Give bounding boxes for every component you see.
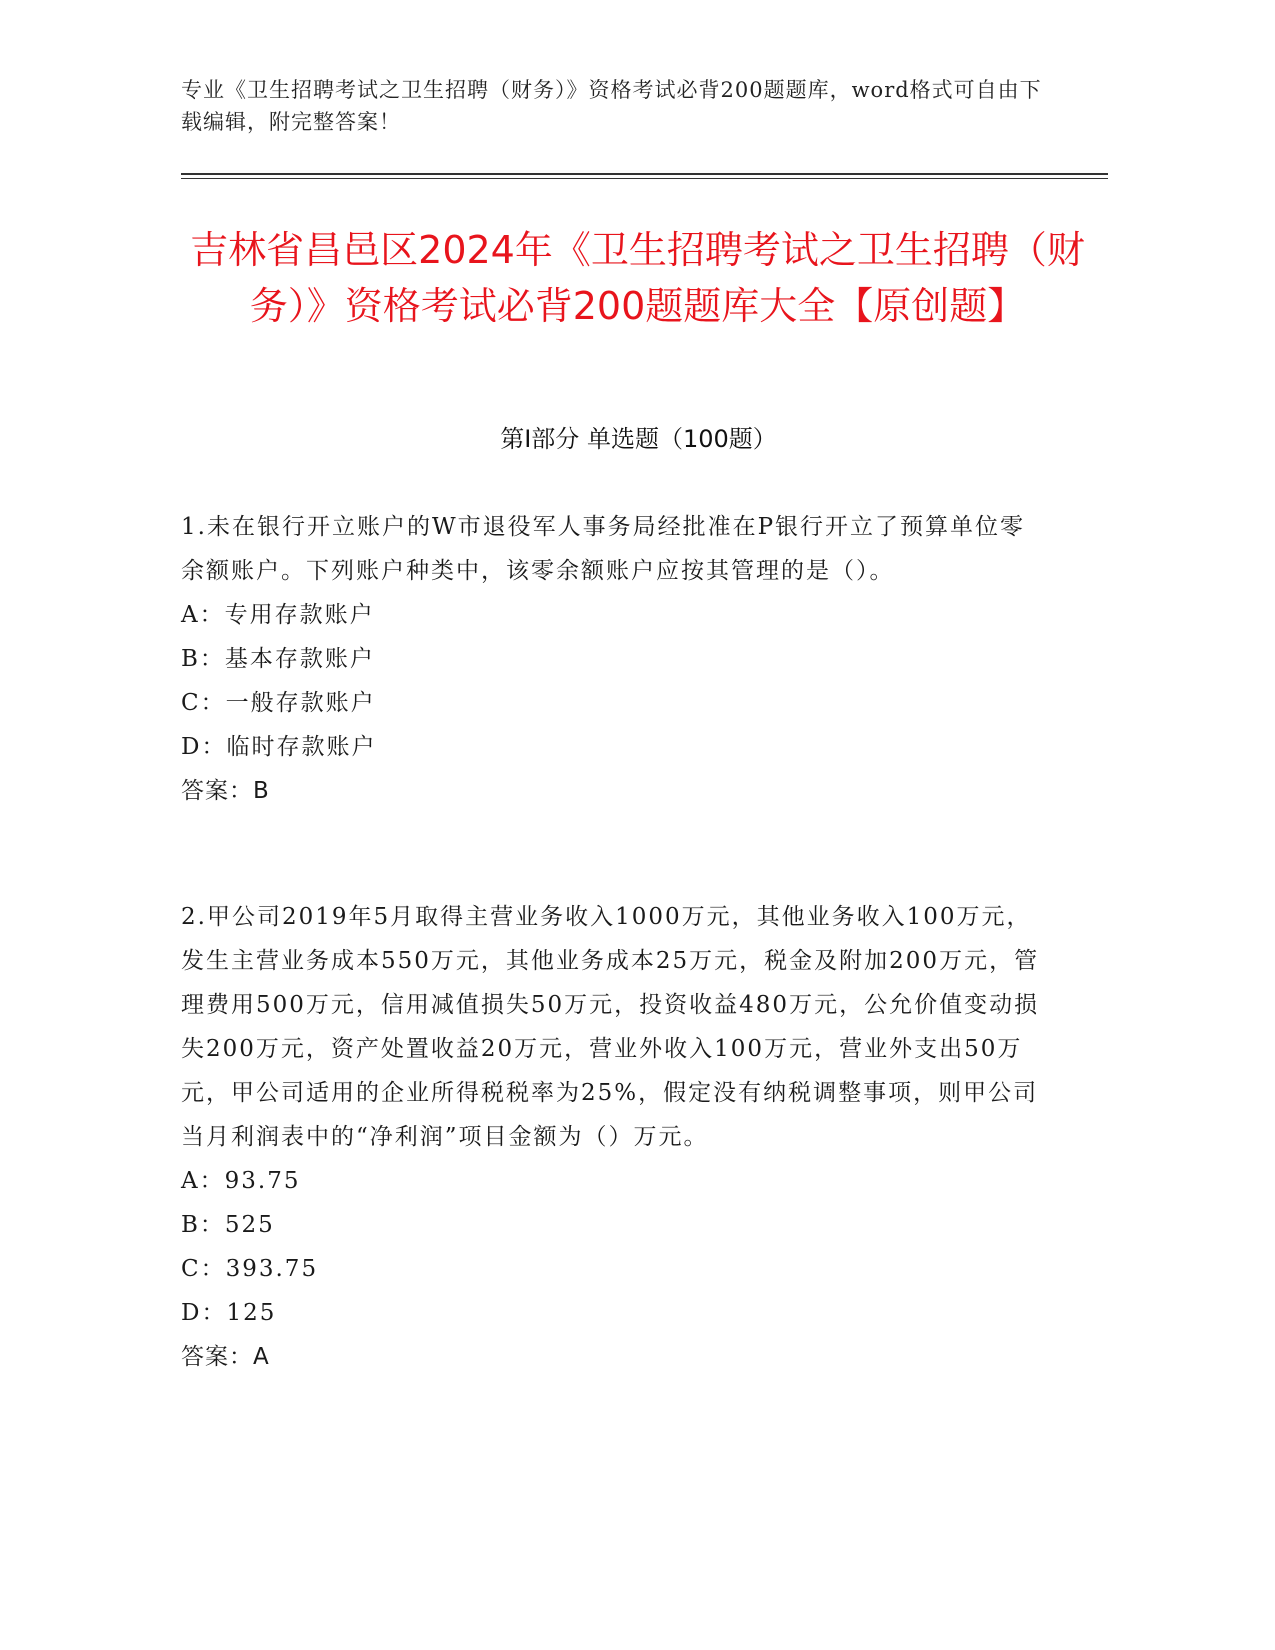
question-1 <box>181 505 1046 813</box>
option-c: C：393.75 <box>181 1256 319 1282</box>
option-d: D：125 <box>181 1300 277 1326</box>
header-note: 专业《卫生招聘考试之卫生招聘（财务）》资格考试必背200题题库，word格式可自由下载编辑，附完整答案！ <box>181 78 1042 134</box>
question-stem: 2.甲公司2019年5月取得主营业务收入1000万元，其他业务收入100万元，发生主营业务成本550万元，其他业务成本25万元，税金及附加200万元，管理费用500万元，信用减值损失50万元，投资收益480万元，公允价值变动损失200万元，资产处置收益20万元，营业外收入100万元，营业外支出50万元，甲公司适用的企业所得税税率为25%，假定没有纳税调整事项，则甲公司当月利润表中的“净利润”项目金额为（）万元。 <box>181 904 1040 1150</box>
option-c: C：一般存款账户 <box>181 690 376 716</box>
question-stem: 1.未在银行开立账户的W市退役军人事务局经批准在P银行开立了预算单位零余额账户。下列账户种类中，该零余额账户应按其管理的是（）。 <box>181 514 1026 584</box>
question-2 <box>181 895 1046 1379</box>
document-title: 吉林省昌邑区2024年《卫生招聘考试之卫生招聘（财务）》资格考试必背200题题库大全【原创题】 <box>190 228 1085 328</box>
option-d: D：临时存款账户 <box>181 734 377 760</box>
option-a: A：专用存款账户 <box>181 602 375 628</box>
answer-label: 答案：B <box>181 778 270 804</box>
answer-label: 答案：A <box>181 1344 270 1370</box>
header-divider-thick <box>181 173 1108 175</box>
header-divider-thin <box>181 178 1108 179</box>
option-b: B：525 <box>181 1212 275 1238</box>
section-title: 第I部分 单选题（100题） <box>500 425 777 453</box>
option-b: B：基本存款账户 <box>181 646 375 672</box>
option-a: A：93.75 <box>181 1168 301 1194</box>
